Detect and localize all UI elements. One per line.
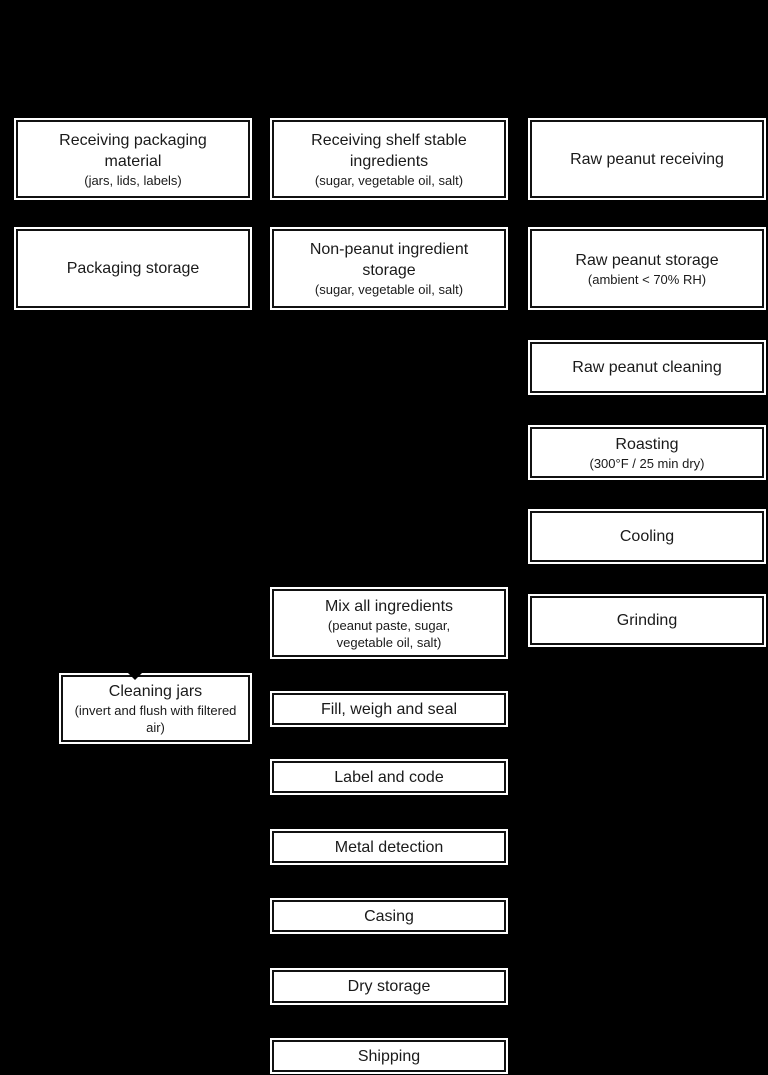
node-title: Dry storage — [347, 978, 431, 995]
node-shipping — [270, 1038, 508, 1074]
node-title: Fill, weigh and seal — [320, 700, 458, 718]
node-title: Raw peanut cleaning — [572, 359, 722, 376]
node-non-peanut-ingredient-storage — [270, 227, 508, 310]
node-grinding — [528, 594, 766, 647]
node-subtitle: (ambient < 70% RH) — [587, 271, 707, 287]
node-raw-peanut-storage — [528, 227, 766, 310]
node-receiving-shelf-stable-ingredients — [270, 118, 508, 200]
node-fill-weigh-seal — [270, 691, 508, 727]
node-title: Packaging storage — [66, 260, 200, 277]
node-title: Cleaning jars — [108, 683, 203, 700]
node-title: Metal detection — [334, 838, 444, 856]
node-roasting — [528, 425, 766, 480]
node-subtitle: (sugar, vegetable oil, salt) — [314, 172, 464, 188]
node-title: Cooling — [619, 528, 675, 545]
node-subtitle: (peanut paste, sugar, vegetable oil, salt) — [327, 617, 451, 650]
node-title: Grinding — [616, 612, 678, 629]
node-casing — [270, 898, 508, 934]
node-receiving-packaging-material — [14, 118, 252, 200]
node-subtitle: (jars, lids, labels) — [84, 172, 182, 188]
arrowhead-down-icon — [128, 673, 142, 680]
node-title: Casing — [364, 907, 414, 925]
node-title: Shipping — [357, 1047, 421, 1065]
node-packaging-storage — [14, 227, 252, 310]
node-title: Label and code — [334, 768, 444, 786]
node-raw-peanut-cleaning — [528, 340, 766, 395]
node-title: Receiving packaging material — [59, 131, 207, 170]
node-title: Raw peanut receiving — [570, 150, 724, 168]
node-cooling — [528, 509, 766, 564]
node-subtitle: (invert and flush with filtered air) — [74, 703, 237, 735]
node-label-and-code — [270, 759, 508, 795]
node-cleaning-jars — [59, 673, 252, 744]
node-title: Mix all ingredients — [324, 597, 454, 615]
node-title: Non-peanut ingredient storage — [309, 241, 469, 279]
node-title: Raw peanut storage — [575, 251, 719, 269]
node-metal-detection — [270, 829, 508, 865]
node-subtitle: (sugar, vegetable oil, salt) — [314, 282, 464, 297]
node-subtitle: (300°F / 25 min dry) — [589, 455, 705, 471]
node-raw-peanut-receiving — [528, 118, 766, 200]
node-mix-all-ingredients — [270, 587, 508, 659]
node-dry-storage — [270, 968, 508, 1005]
node-title: Receiving shelf stable ingredients — [311, 131, 467, 170]
node-title: Roasting — [615, 435, 679, 453]
